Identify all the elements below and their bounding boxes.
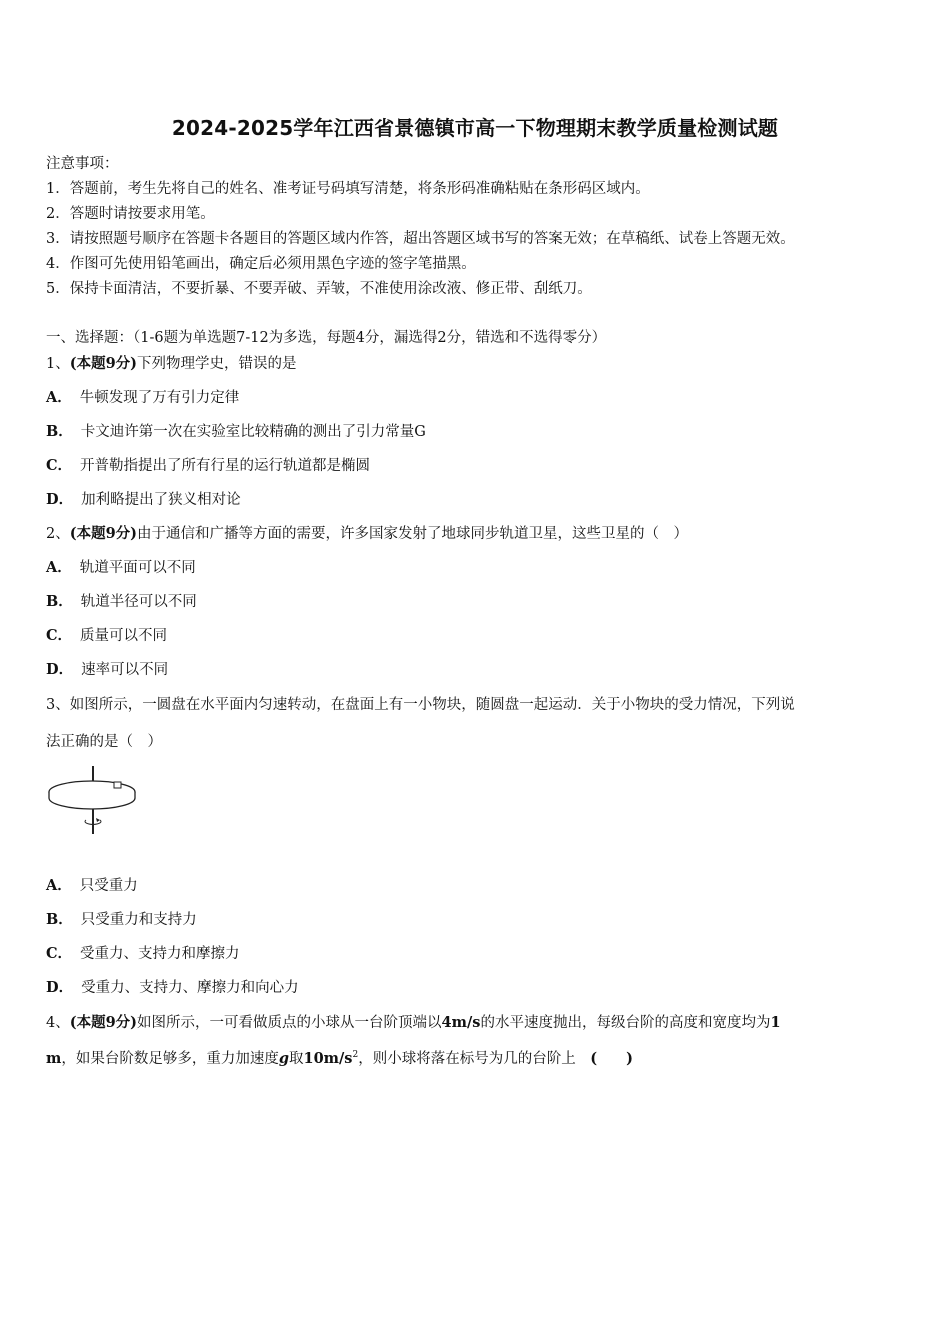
question-3-stem-line2: 法正确的是（ ） — [46, 734, 162, 750]
question-3-option-d — [46, 976, 299, 997]
option-text: 只受重力和支持力 — [80, 912, 197, 928]
option-text: 只受重力 — [79, 878, 138, 894]
disc-edge — [49, 792, 135, 809]
option-text: 质量可以不同 — [80, 628, 168, 644]
option-letter: B． — [46, 911, 73, 928]
option-letter: D． — [46, 491, 74, 508]
notice-heading: 注意事项： — [46, 156, 119, 172]
question-4-tag: (本题9分) — [69, 1014, 138, 1031]
question-1-option-c — [46, 454, 370, 475]
gravity-symbol: g — [278, 1050, 289, 1067]
option-text: 速率可以不同 — [81, 662, 169, 678]
question-2-option-a — [46, 556, 196, 577]
question-2-option-d — [46, 658, 168, 679]
question-4-text-b: 的水平速度抛出，每级台阶的高度和宽度均为 — [480, 1015, 771, 1031]
option-text: 受重力、支持力和摩擦力 — [80, 946, 240, 962]
question-4-number: 4、 — [46, 1015, 70, 1031]
question-4-text-d: 取 — [288, 1051, 304, 1067]
notice-item-2: 2．答题时请按要求用笔。 — [46, 206, 215, 222]
question-4-text-a: 如图所示，一可看做质点的小球从一台阶顶端以 — [137, 1015, 442, 1031]
option-text: 牛顿发现了万有引力定律 — [79, 390, 240, 406]
question-2-option-c — [46, 624, 167, 645]
notice-item-4: 4．作图可先使用铅笔画出，确定后必须用黑色字迹的签字笔描黑。 — [46, 256, 476, 272]
step-size: 1 — [770, 1014, 781, 1031]
option-letter: C． — [46, 457, 73, 474]
gravity-exponent: 2 — [352, 1050, 359, 1061]
option-text: 加利略提出了狭义相对论 — [81, 492, 241, 508]
question-2-number: 2、 — [46, 526, 70, 542]
question-3-option-b — [46, 908, 197, 929]
option-letter: A． — [46, 389, 72, 406]
question-4-stem-line2 — [46, 1047, 633, 1068]
notice-item-5: 5．保持卡面清洁，不要折暴、不要弄破、弄皱，不准使用涂改液、修正带、刮纸刀。 — [46, 281, 592, 297]
notice-item-3: 3．请按照题号顺序在答题卡各题目的答题区域内作答，超出答题区域书写的答案无效；在草稿纸、试卷上答题无效。 — [46, 231, 795, 247]
question-2-text: 由于通信和广播等方面的需要，许多国家发射了地球同步轨道卫星，这些卫星的（ ） — [137, 526, 689, 542]
question-1-option-b — [46, 420, 426, 441]
question-3-stem-line1: 3、如图所示，一圆盘在水平面内匀速转动，在盘面上有一小物块，随圆盘一起运动．关于小物块的受力情况，下列说 — [46, 697, 795, 713]
notice-item-1: 1．答题前，考生先将自己的姓名、准考证号码填写清楚，将条形码准确粘贴在条形码区域内。 — [46, 181, 650, 197]
exam-title: 2024-2025学年江西省景德镇市高一下物理期末教学质量检测试题 — [171, 116, 779, 140]
question-3-option-c — [46, 942, 240, 963]
small-block — [114, 782, 121, 788]
option-letter: C． — [46, 627, 73, 644]
rotating-disc-figure — [46, 762, 142, 838]
question-4-text-c: ，如果台阶数足够多，重力加速度 — [61, 1051, 279, 1067]
option-text: 轨道平面可以不同 — [79, 560, 196, 576]
question-1-option-d — [46, 488, 241, 509]
question-1-option-a — [46, 386, 239, 407]
question-1-tag: (本题9分) — [69, 355, 138, 372]
initial-speed: 4m/s — [441, 1014, 481, 1031]
section-heading: 一、选择题：（1-6题为单选题7-12为多选，每题4分，漏选得2分，错选和不选得零分） — [46, 330, 607, 346]
answer-parentheses: ( ) — [590, 1050, 633, 1067]
gravity-value: 10m/s — [303, 1050, 353, 1067]
option-letter: B． — [46, 593, 73, 610]
question-2-tag: (本题9分) — [69, 525, 138, 542]
option-letter: A． — [46, 559, 72, 576]
question-1-stem — [46, 352, 297, 373]
question-3-option-a — [46, 874, 138, 895]
question-4-text-e: ，则小球将落在标号为几的台阶上 — [358, 1051, 591, 1067]
option-text: 开普勒指提出了所有行星的运行轨道都是椭圆 — [80, 458, 371, 474]
option-text: 轨道半径可以不同 — [80, 594, 197, 610]
question-2-stem — [46, 522, 688, 543]
option-letter: D． — [46, 661, 74, 678]
option-letter: D． — [46, 979, 74, 996]
rotation-arrowhead — [96, 818, 100, 822]
option-letter: C． — [46, 945, 73, 962]
option-letter: A． — [46, 877, 72, 894]
option-letter: B． — [46, 423, 73, 440]
question-1-number: 1、 — [46, 356, 70, 372]
step-unit: m — [46, 1050, 62, 1067]
option-text: 卡文迪许第一次在实验室比较精确的测出了引力常量G — [80, 424, 426, 440]
option-text: 受重力、支持力、摩擦力和向心力 — [81, 980, 299, 996]
question-4-stem-line1 — [46, 1011, 781, 1032]
question-1-text: 下列物理学史，错误的是 — [137, 356, 297, 372]
question-2-option-b — [46, 590, 197, 611]
